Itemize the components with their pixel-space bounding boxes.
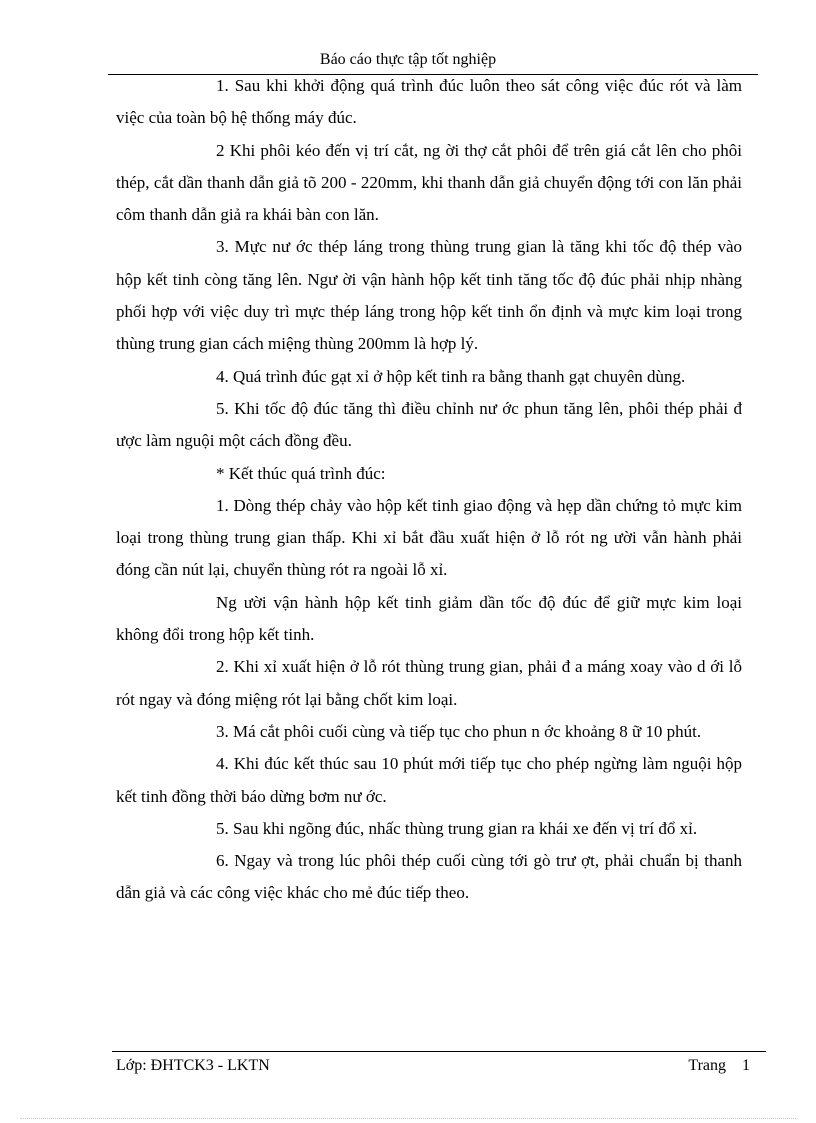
paragraph-8: 2. Khi xỉ xuất hiện ở lỗ rót thùng trung gian, phải đ a máng xoay vào d ới lỗ rót ngay và đóng miệng rót lại bằng chốt kim loại. — [116, 657, 742, 709]
document-body — [116, 70, 742, 910]
paragraph-10: 4. Khi đúc kết thúc sau 10 phút mới tiếp tục cho phép ngừng làm nguội hộp kết tinh đồng thời báo dừng bơm nư ớc. — [116, 754, 742, 806]
paragraph-7: Ng ười vận hành hộp kết tinh giảm dần tốc độ đúc để giữ mực kim loại không đổi trong hộp kết tinh. — [116, 592, 742, 645]
paragraph-3: 3. Mực nư ớc thép láng trong thùng trung gian là tăng khi tốc độ thép vào hộp kết tinh còng tăng lên. Ngư ời vận hành hộp kết tinh tăng tốc độ đúc phải nhịp nhàng phối hợp với việc duy trì mực thép láng trong hộp kết tinh ổn định và mực kim loại trong thùng trung gian cách miệng thùng 200mm là hợp lý. — [116, 237, 742, 354]
paragraph-5: 5. Khi tốc độ đúc tăng thì điều chỉnh nư ớc phun tăng lên, phôi thép phải đ ược làm nguội một cách đồng đều. — [116, 398, 742, 451]
paragraph-12: 6. Ngay và trong lúc phôi thép cuối cùng tới gò trư ợt, phải chuẩn bị thanh dẫn giả và các công việc khác cho mẻ đúc tiếp theo. — [116, 851, 742, 903]
footer-divider — [112, 1051, 766, 1052]
footer-page-info — [688, 1056, 750, 1076]
footer-page-label: Trang — [688, 1057, 726, 1074]
page-header-title: Báo cáo thực tập tốt nghiệp — [319, 51, 497, 68]
paragraph-1: 1. Sau khi khởi động quá trình đúc luôn theo sát công việc đúc rót và làm việc của toàn bộ hệ thống máy đúc. — [116, 76, 742, 128]
paragraph-4: 4. Quá trình đúc gạt xỉ ở hộp kết tinh ra bằng thanh gạt chuyên dùng. — [216, 366, 686, 386]
paragraph-2: 2 Khi phôi kéo đến vị trí cắt, ng ời thợ cắt phôi để trên giá cắt lên cho phôi thép, cắt dần thanh dẫn giả tõ 200 - 220mm, khi thanh dẫn giả chuyển động tới con lăn phải côm thanh dẫn giả ra khái bàn con lăn. — [116, 140, 742, 225]
paragraph-11: 5. Sau khi ngõng đúc, nhấc thùng trung gian ra khái xe đến vị trí đổ xỉ. — [216, 818, 698, 838]
footer-class-label: Lớp: ĐHTCK3 - LKTN — [116, 1057, 270, 1074]
paragraph-6: 1. Dòng thép chảy vào hộp kết tinh giao động và hẹp dần chứng tỏ mực kim loại trong thùng trung gian thấp. Khi xỉ bắt đầu xuất hiện ở lỗ rót ng ười vẫn hành phải đóng cần nút lại, chuyển thùng rót ra ngoài lỗ xỉ. — [116, 495, 742, 580]
page-bottom-dotted-line — [20, 1118, 796, 1119]
section-heading: * Kết thúc quá trình đúc: — [216, 463, 386, 483]
paragraph-9: 3. Má cắt phôi cuối cùng và tiếp tục cho phun n ớc khoảng 8 ữ 10 phút. — [216, 721, 702, 741]
footer-page-number: 1 — [742, 1057, 750, 1074]
